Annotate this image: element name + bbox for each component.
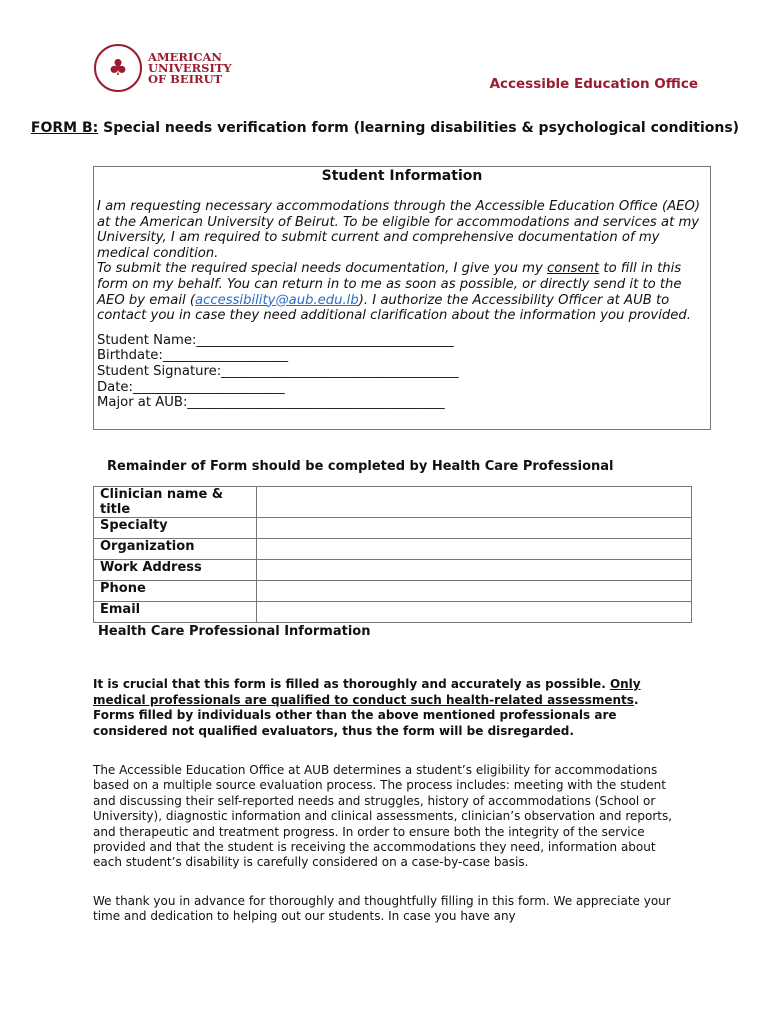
eligibility-paragraph: The Accessible Education Office at AUB determines a student’s eligibility for accommodations based on a multiple source evaluation process. The process includes: meeting with the student and discussing their self-reported needs and struggles, history of accommodations (School or University), diagnostic information and clinical assessments, clinician’s observation and reports, and therapeutic and treatment progress. In order to ensure both the integrity of the service provided and that the student is receiving the accommodations they need, information about each student’s disability is carefully considered on a case-by-case basis. — [93, 763, 673, 870]
important-notice — [93, 677, 673, 739]
email-input[interactable] — [257, 602, 692, 623]
text: Only medical professionals are qualified to conduct such health-related assessments — [93, 677, 641, 707]
text: to fill in this form on my behalf. You can return in to me as soon as possible, or directly send it to the AEO by email ( — [97, 261, 682, 308]
phone-input[interactable] — [257, 581, 692, 602]
email-link[interactable]: accessibility@aub.edu.lb — [195, 292, 359, 308]
remainder-heading: Remainder of Form should be completed by Health Care Professional — [107, 459, 614, 474]
date-field[interactable]: Date:_______________________ — [97, 379, 285, 395]
logo-line: OF BEIRUT — [148, 71, 223, 86]
row-label: Clinician name & title — [94, 487, 257, 518]
form-label: FORM B: — [30, 120, 99, 136]
text: To submit the required special needs documentation, I give you my — [97, 261, 547, 277]
row-label: Specialty — [94, 518, 257, 539]
health-professional-table — [93, 486, 692, 623]
logo-line: AMERICAN — [148, 49, 222, 64]
clinician-input[interactable] — [257, 487, 692, 518]
thanks-paragraph: We thank you in advance for thoroughly and thoughtfully filling in this form. We appreciate your time and dedication to helping out our students. In case you have any — [93, 894, 671, 924]
form-title-text: Special needs verification form (learning disabilities & psychological conditions) — [98, 120, 740, 136]
aub-logo — [94, 44, 232, 92]
student-signature-field[interactable]: Student Signature:____________________________________ — [97, 363, 459, 379]
logo-line: UNIVERSITY — [148, 60, 232, 75]
form-title — [0, 119, 770, 137]
row-label: Work Address — [94, 560, 257, 581]
student-name-field[interactable]: Student Name:_______________________________________ — [97, 332, 454, 348]
text: ). I authorize the Accessibility Officer at AUB to contact you in case they need additional clarification about the information you provided. — [97, 292, 691, 324]
birthdate-field[interactable]: Birthdate:___________________ — [97, 348, 289, 364]
work-address-input[interactable] — [257, 560, 692, 581]
student-information-box — [93, 166, 711, 430]
cedar-seal-icon: ♣ — [94, 44, 142, 92]
row-label: Email — [94, 602, 257, 623]
text: . Forms filled by individuals other than the above mentioned professionals are considered not qualified evaluators, thus the form will be disregarded. — [93, 692, 639, 738]
major-field[interactable]: Major at AUB:_______________________________________ — [97, 395, 445, 411]
student-fields — [97, 333, 707, 411]
row-label: Phone — [94, 581, 257, 602]
row-label: Organization — [94, 539, 257, 560]
consent-text — [97, 199, 707, 324]
section-heading: Student Information — [321, 168, 483, 184]
table-caption: Health Care Professional Information — [98, 624, 371, 639]
paragraph: I am requesting necessary accommodations through the Accessible Education Office (AEO) at the American University of Beirut. To be eligible for accommodations and services at my University, I am required to submit current and comprehensive documentation of my medical condition. — [97, 199, 700, 261]
text: It is crucial that this form is filled as thoroughly and accurately as possible. — [93, 677, 610, 691]
organization-input[interactable] — [257, 539, 692, 560]
office-name: Accessible Education Office — [489, 76, 698, 92]
consent-word: consent — [547, 261, 600, 277]
specialty-input[interactable] — [257, 518, 692, 539]
